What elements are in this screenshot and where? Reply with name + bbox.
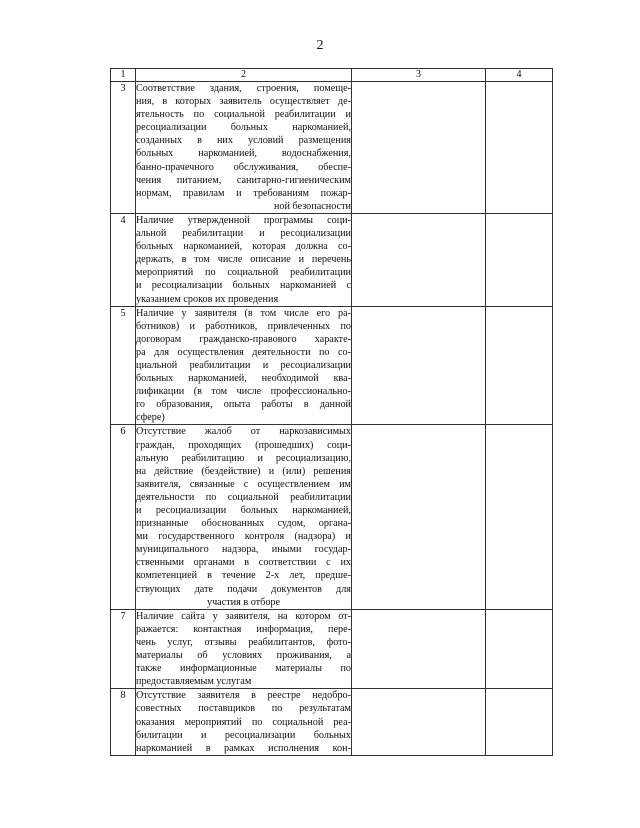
table-row bbox=[111, 82, 553, 214]
value-cell-3 bbox=[352, 82, 486, 214]
text-line: оказания мероприятий по социальной реа- bbox=[136, 716, 351, 728]
text-line: альной реабилитации и ресоциализации bbox=[136, 228, 351, 240]
value-cell-3 bbox=[352, 425, 486, 609]
text-line: предоставляемым услугам bbox=[136, 676, 252, 688]
text-line: банно-прачечного обслуживания, обеспе- bbox=[136, 161, 351, 173]
value-cell-4 bbox=[486, 306, 553, 425]
value-cell-4 bbox=[486, 213, 553, 306]
row-number: 5 bbox=[111, 306, 136, 425]
text-line: Наличие у заявителя (в том числе его ра- bbox=[136, 307, 351, 319]
criterion-text bbox=[136, 425, 352, 609]
text-line: чень услуг, отзывы реабилитантов, фото- bbox=[136, 636, 351, 648]
value-cell-3 bbox=[352, 689, 486, 755]
text-line: на действие (бездействие) и (или) решения bbox=[136, 465, 351, 477]
text-line: также информационные материалы по bbox=[136, 663, 351, 675]
text-line: наркоманией в рамках исполнения кон- bbox=[136, 742, 351, 754]
criterion-text bbox=[136, 689, 352, 755]
text-line: альную реабилитацию и ресоциализацию, bbox=[136, 452, 351, 464]
text-line: ра для осуществления деятельности по со- bbox=[136, 346, 351, 358]
text-line: больных наркоманией, которая должна со- bbox=[136, 241, 351, 253]
text-line: ственными органами в соответствии с их bbox=[136, 557, 351, 569]
text-line: лификации (в том числе профессионально- bbox=[136, 386, 351, 398]
text-line: го образования, опыта работы в данной bbox=[136, 399, 351, 411]
text-line: ния, в которых заявитель осуществляет де- bbox=[136, 96, 351, 108]
text-line: больных наркоманией, водоснабжения, bbox=[136, 148, 351, 160]
text-line: созданных в них условий размещения bbox=[136, 135, 351, 147]
text-line: Соответствие здания, строения, помеще- bbox=[136, 83, 351, 94]
text-line: ражается: контактная информация, пере- bbox=[136, 623, 351, 635]
text-line: мероприятий по социальной реабилитации bbox=[136, 267, 351, 279]
text-line: ствующих дате подачи документов для bbox=[136, 583, 351, 595]
row-number: 4 bbox=[111, 213, 136, 306]
column-criterion-header: 2 bbox=[136, 69, 352, 82]
column-number-header: 1 bbox=[111, 69, 136, 82]
text-line: материалы об условиях проживания, а bbox=[136, 650, 351, 662]
value-cell-4 bbox=[486, 609, 553, 689]
row-number: 6 bbox=[111, 425, 136, 609]
text-line: ятельность по социальной реабилитации и bbox=[136, 109, 351, 121]
text-line: указанием сроков их проведения bbox=[136, 293, 279, 305]
column-3-header: 3 bbox=[352, 69, 486, 82]
row-number: 3 bbox=[111, 82, 136, 214]
text-line: граждан, проходящих (прошедших) соци- bbox=[136, 439, 351, 451]
table-row bbox=[111, 306, 553, 425]
value-cell-3 bbox=[352, 609, 486, 689]
text-line: муниципального надзора, иными государ- bbox=[136, 544, 351, 556]
criteria-table bbox=[110, 68, 553, 756]
value-cell-3 bbox=[352, 306, 486, 425]
text-line: участия в отборе bbox=[206, 596, 281, 608]
page-number: 2 bbox=[316, 38, 324, 53]
column-4-header: 4 bbox=[486, 69, 553, 82]
text-line: ботников) и работников, привлеченных по bbox=[136, 320, 351, 332]
text-line: циальной реабилитации и ресоциализации bbox=[136, 359, 351, 371]
text-line: совестных поставщиков по результатам bbox=[136, 703, 351, 715]
text-line: и ресоциализации больных наркоманией с bbox=[136, 280, 351, 292]
row-number: 8 bbox=[111, 689, 136, 755]
table-row bbox=[111, 689, 553, 755]
value-cell-4 bbox=[486, 689, 553, 755]
text-line: Наличие утвержденной программы соци- bbox=[136, 214, 351, 226]
criterion-text bbox=[136, 213, 352, 306]
value-cell-3 bbox=[352, 213, 486, 306]
text-line: больных наркоманией, необходимой ква- bbox=[136, 373, 351, 385]
text-line: ми государственного контроля (надзора) и bbox=[136, 531, 351, 543]
row-number: 7 bbox=[111, 609, 136, 689]
table-row bbox=[111, 425, 553, 609]
table-header-row bbox=[111, 69, 553, 82]
table-row bbox=[111, 213, 553, 306]
text-line: сфере) bbox=[136, 412, 165, 424]
text-line: компетенцией в течение 2-х лет, предше- bbox=[136, 570, 351, 582]
text-line: Отсутствие заявителя в реестре недобро- bbox=[136, 690, 351, 702]
text-line: деятельности по социальной реабилитации bbox=[136, 491, 351, 503]
text-line: Наличие сайта у заявителя, на котором от- bbox=[136, 610, 351, 622]
text-line: держать, в том числе описание и перечень bbox=[136, 254, 351, 266]
text-line: Отсутствие жалоб от наркозависимых bbox=[136, 426, 351, 438]
criterion-text bbox=[136, 609, 352, 689]
text-line: чения питанием, санитарно-гигиеническим bbox=[136, 174, 351, 186]
text-line: ресоциализации больных наркоманией, bbox=[136, 122, 351, 134]
table-row bbox=[111, 609, 553, 689]
criterion-text bbox=[136, 306, 352, 425]
value-cell-4 bbox=[486, 82, 553, 214]
text-line: билитации и ресоциализации больных bbox=[136, 729, 351, 741]
text-line: нормам, правилам и требованиям пожар- bbox=[136, 187, 351, 199]
text-line: признанные обоснованных судом, органа- bbox=[136, 518, 351, 530]
value-cell-4 bbox=[486, 425, 553, 609]
text-line: ной безопасности bbox=[273, 200, 351, 212]
text-line: и ресоциализации больных наркоманией, bbox=[136, 505, 351, 516]
text-line: договорам гражданско-правового характе- bbox=[136, 333, 351, 345]
text-line: заявителя, связанные с осуществлением им bbox=[136, 478, 351, 490]
criterion-text bbox=[136, 82, 352, 214]
